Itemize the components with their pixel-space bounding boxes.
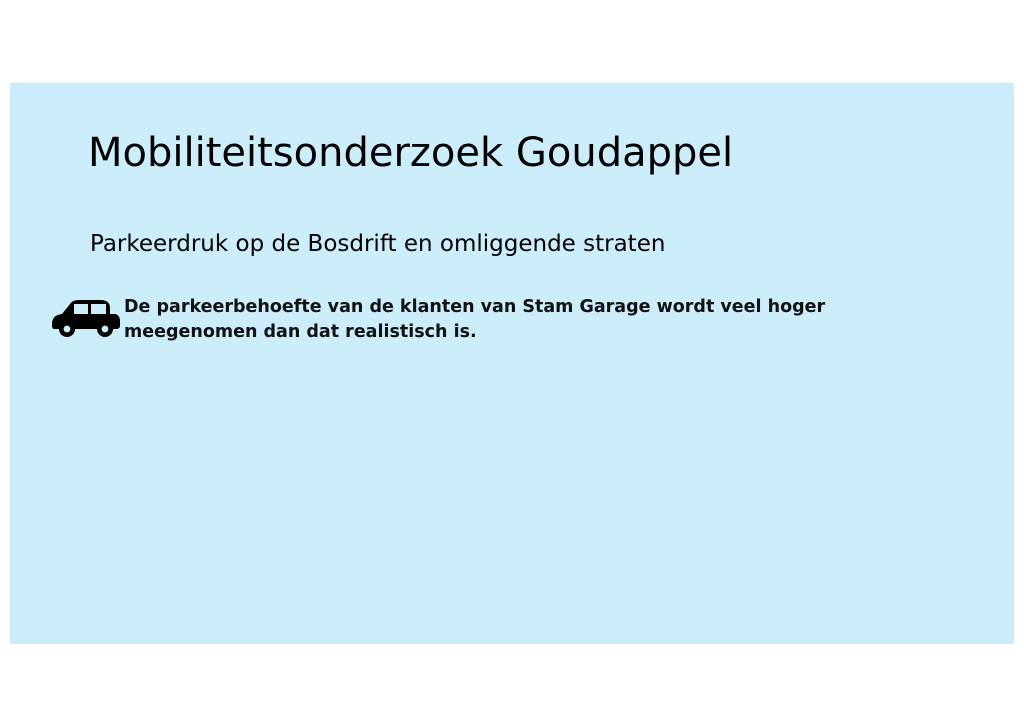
car-icon xyxy=(48,295,124,339)
list-item-text: De parkeerbehoefte van de klanten van Stam Garage wordt veel hoger meegenomen dan dat realistisch is. xyxy=(124,297,826,342)
page-title: Mobiliteitsonderzoek Goudappel xyxy=(88,130,734,176)
list-item xyxy=(48,291,948,345)
slide-canvas xyxy=(10,83,1014,644)
slide-subtitle: Parkeerdruk op de Bosdrift en omliggende straten xyxy=(90,231,666,257)
